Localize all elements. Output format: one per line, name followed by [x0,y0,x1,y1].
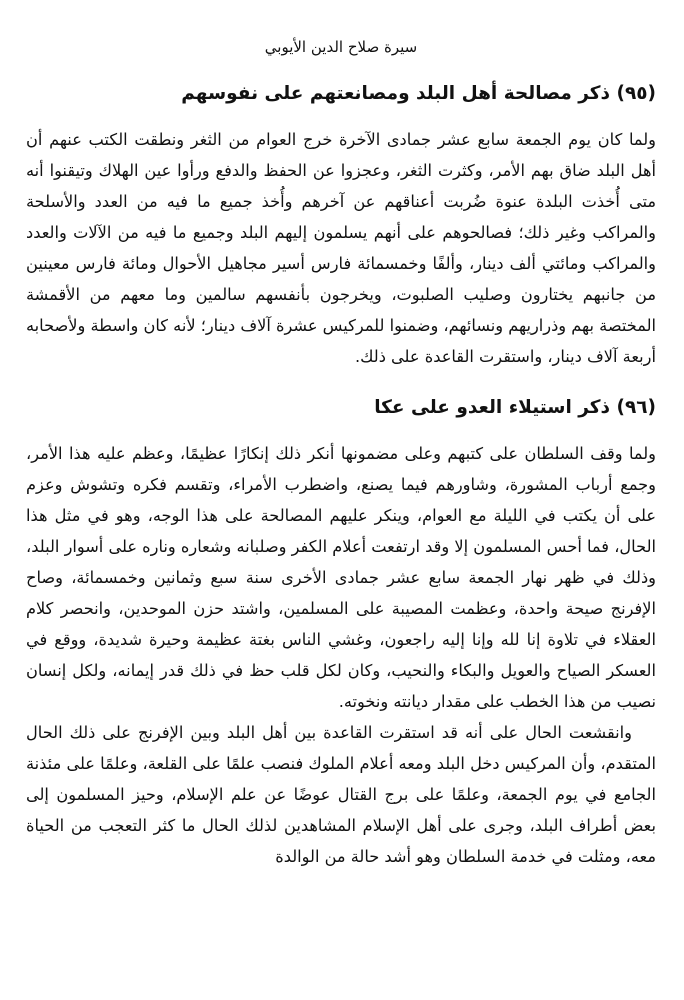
paragraph-96-1: ولما وقف السلطان على كتبهم وعلى مضمونها أنكر ذلك إنكارًا عظيمًا، وعظم عليه هذا الأمر، وجمع أرباب المشورة، وشاورهم فيما يصنع، واضطرب الأمراء، وتقسم فكره وتشوش وعزم على أن يكتب في الليلة مع العوام، وينكر عليهم المصالحة على هذا الوجه، وهو في مثل هذا الحال، فما أحس المسلمون إلا وقد ارتفعت أعلام الكفر وصلبانه وشعاره وناره على أسوار البلد، وذلك في ظهر نهار الجمعة سابع عشر جمادى الأخرى سنة سبع وثمانين وخمسمائة، وصاح الإفرنج صيحة واحدة، وعظمت المصيبة على المسلمين، واشتد حزن الموحدين، وانحصر كلام العقلاء في تلاوة إنا لله وإنا إليه راجعون، وغشي الناس بغتة عظيمة وحيرة شديدة، ووقع في العسكر الصياح والعويل والبكاء والنحيب، وكان لكل قلب حظ في ذلك قدر إيمانه، ولكل إنسان نصيب من هذا الخطب على مقدار ديانته ونخوته. [26,444,656,711]
section-heading-95: (٩٥) ذكر مصالحة أهل البلد ومصانعتهم على نفوسهم [181,83,656,104]
running-header: سيرة صلاح الدين الأيوبي [264,38,418,56]
section-heading-96: (٩٦) ذكر استيلاء العدو على عكا [374,397,656,418]
paragraph-95-1: ولما كان يوم الجمعة سابع عشر جمادى الآخرة خرج العوام من الثغر ونطقت الكتب عنهم أن أهل البلد ضاق بهم الأمر، وكثرت الثغر، وعجزوا عن الحفظ والدفع ورأوا عين الهلاك وتيقنوا أنه متى أُخذت البلدة عنوة ضُربت أعناقهم عن آخرهم وأُخذ جميع ما فيه من العدد والأسلحة والمراكب وغير ذلك؛ فصالحوهم على أنهم يسلمون إليهم البلد وجميع ما فيه من الآلات والعدد والمراكب ومائتي ألف دينار، وألفًا وخمسمائة فارس أسير مجاهيل الأحوال ومائة فارس معينين من جانبهم يختارون وصليب الصلبوت، ويخرجون بأنفسهم سالمين وما معهم من الأقمشة المختصة بهم وذراريهم ونسائهم، وضمنوا للمركيس عشرة آلاف دينار؛ لأنه كان واسطة ولأصحابه أربعة آلاف دينار، واستقرت القاعدة على ذلك. [25,130,656,366]
paragraph-96-2: وانقشعت الحال على أنه قد استقرت القاعدة بين أهل البلد وبين الإفرنج على ذلك الحال المتقدم، وأن المركيس دخل البلد ومعه أعلام الملوك فنصب علمًا على القلعة، وعلمًا على مئذنة الجامع في يوم الجمعة، وعلمًا على برج القتال عوضًا عن علم الإسلام، وحيز المسلمون إلى بعض أطراف البلد، وجرى على أهل الإسلام المشاهدين لذلك الحال ما كثر التعجب من الحياة معه، ومثلت في خدمة السلطان وهو أشد حالة من الوالدة [26,723,656,866]
